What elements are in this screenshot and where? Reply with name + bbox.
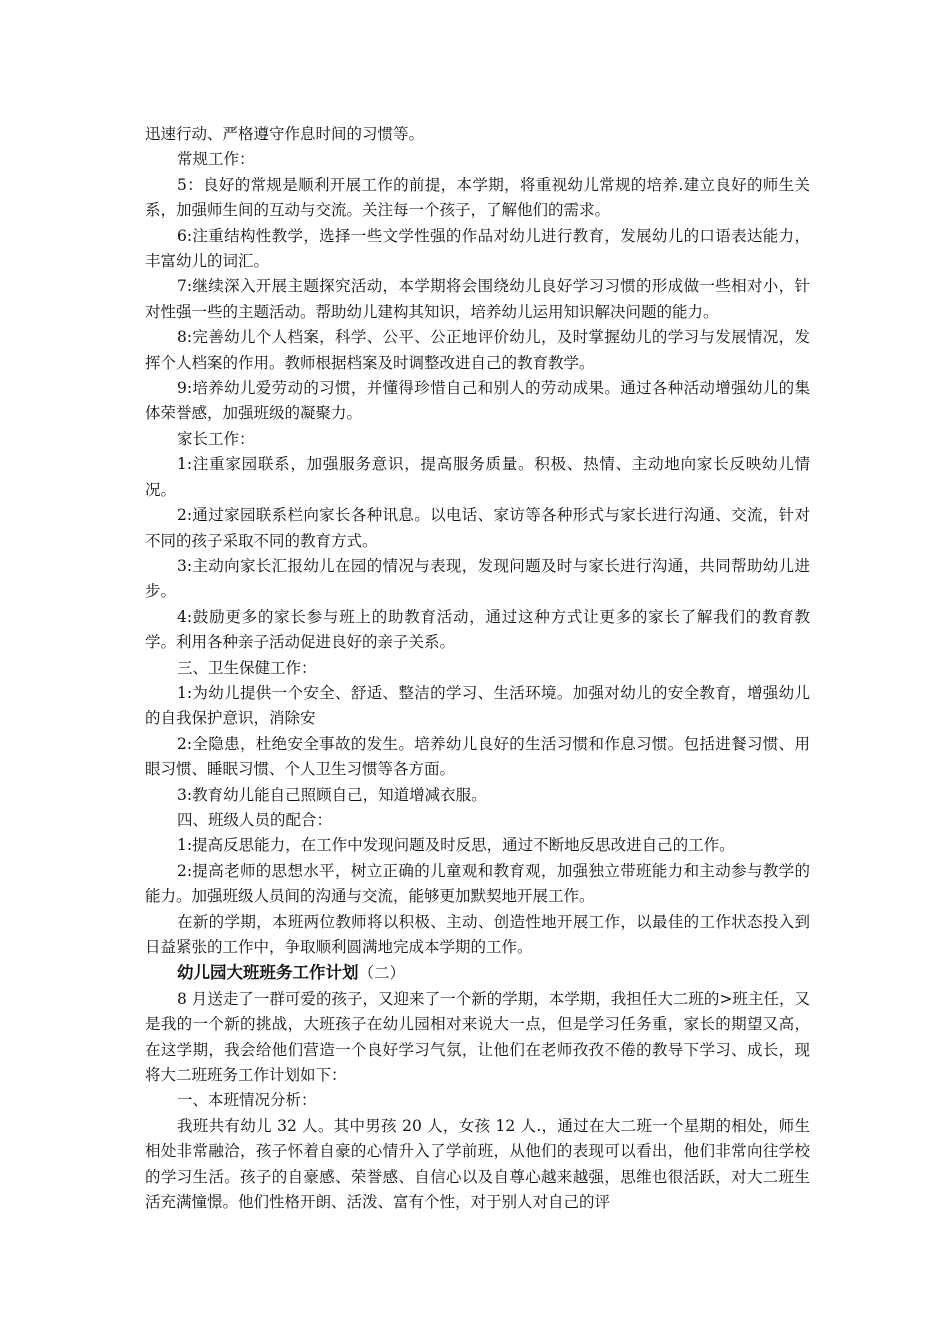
section-heading [145, 960, 810, 986]
paragraph: 3:教育幼儿能自己照顾自己，知道增减衣服。 [177, 785, 487, 804]
section-label: 家长工作： [177, 429, 255, 448]
section-label: 一、本班情况分析： [177, 1091, 317, 1110]
paragraph: 我班共有幼儿 32 人。其中男孩 20 人，女孩 12 人.，通过在大二班一个星期的相处，师生相处非常融洽，孩子怀着自豪的心情升入了学前班，从他们的表现可以看出，他们非常向往学校的学习生活。孩子的自豪感、荣誉感、自信心以及自尊心越来越强，思维也很活跃，对大二班生活充满憧憬。他们性格开朗、活泼、富有个性，对于别人对自己的评 [145, 1116, 810, 1212]
paragraph: 在新的学期，本班两位教师将以积极、主动、创造性地开展工作，以最佳的工作状态投入到日益紧张的工作中，争取顺利圆满地完成本学期的工作。 [145, 912, 810, 956]
section-label: 四、班级人员的配合： [177, 810, 333, 829]
paragraph: 3:主动向家长汇报幼儿在园的情况与表现，发现问题及时与家长进行沟通，共同帮助幼儿进步。 [145, 556, 810, 601]
paragraph: 5：良好的常规是顺利开展工作的前提，本学期，将重视幼儿常规的培养.建立良好的师生关系，加强师生间的互动与交流。关注每一个孩子，了解他们的需求。 [145, 175, 810, 220]
section-label: 常规工作： [177, 150, 255, 169]
paragraph: 2:提高老师的思想水平，树立正确的儿童观和教育观，加强独立带班能力和主动参与教学的能力。加强班级人员间的沟通与交流，能够更加默契地开展工作。 [145, 861, 810, 906]
document-page [145, 122, 810, 1215]
paragraph: 1:为幼儿提供一个安全、舒适、整洁的学习、生活环境。加强对幼儿的安全教育，增强幼儿的自我保护意识，消除安 [145, 683, 810, 728]
heading-suffix: （二） [358, 964, 406, 983]
paragraph: 1:注重家园联系，加强服务意识，提高服务质量。积极、热情、主动地向家长反映幼儿情况。 [145, 455, 810, 499]
paragraph: 1:提高反思能力，在工作中发现问题及时反思，通过不断地反思改进自己的工作。 [177, 836, 735, 855]
section-label: 三、卫生保健工作： [177, 658, 317, 677]
paragraph: 迅速行动、严格遵守作息时间的习惯等。 [145, 125, 425, 143]
heading-title: 幼儿园大班班务工作计划 [177, 963, 359, 983]
paragraph: 2:通过家园联系栏向家长各种讯息。以电话、家访等各种形式与家长进行沟通、交流，针对不同的孩子采取不同的教育方式。 [145, 506, 810, 550]
paragraph: 9:培养幼儿爱劳动的习惯，并懂得珍惜自己和别人的劳动成果。通过各种活动增强幼儿的集体荣誉感，加强班级的凝聚力。 [145, 379, 810, 423]
paragraph: 2:全隐患，杜绝安全事故的发生。培养幼儿良好的生活习惯和作息习惯。包括进餐习惯、用眼习惯、睡眠习惯、个人卫生习惯等各方面。 [145, 734, 810, 779]
paragraph: 6:注重结构性教学，选择一些文学性强的作品对幼儿进行教育，发展幼儿的口语表达能力，丰富幼儿的词汇。 [145, 226, 810, 271]
paragraph: 8 月送走了一群可爱的孩子，又迎来了一个新的学期，本学期，我担任大二班的>班主任，又是我的一个新的挑战，大班孩子在幼儿园相对来说大一点，但是学习任务重，家长的期望又高，在这学期，我会给他们营造一个良好学习气氛，让他们在老师孜孜不倦的教导下学习、成长，现将大二班班务工作计划如下： [145, 989, 810, 1085]
paragraph: 4:鼓励更多的家长参与班上的助教育活动，通过这种方式让更多的家长了解我们的教育教学。利用各种亲子活动促进良好的亲子关系。 [145, 607, 810, 652]
paragraph: 7:继续深入开展主题探究活动，本学期将会围绕幼儿良好学习习惯的形成做一些相对小，针对性强一些的主题活动。帮助幼儿建构其知识，培养幼儿运用知识解决问题的能力。 [145, 277, 810, 321]
paragraph: 8:完善幼儿个人档案，科学、公平、公正地评价幼儿，及时掌握幼儿的学习与发展情况，发挥个人档案的作用。教师根据档案及时调整改进自己的教育教学。 [145, 328, 810, 372]
